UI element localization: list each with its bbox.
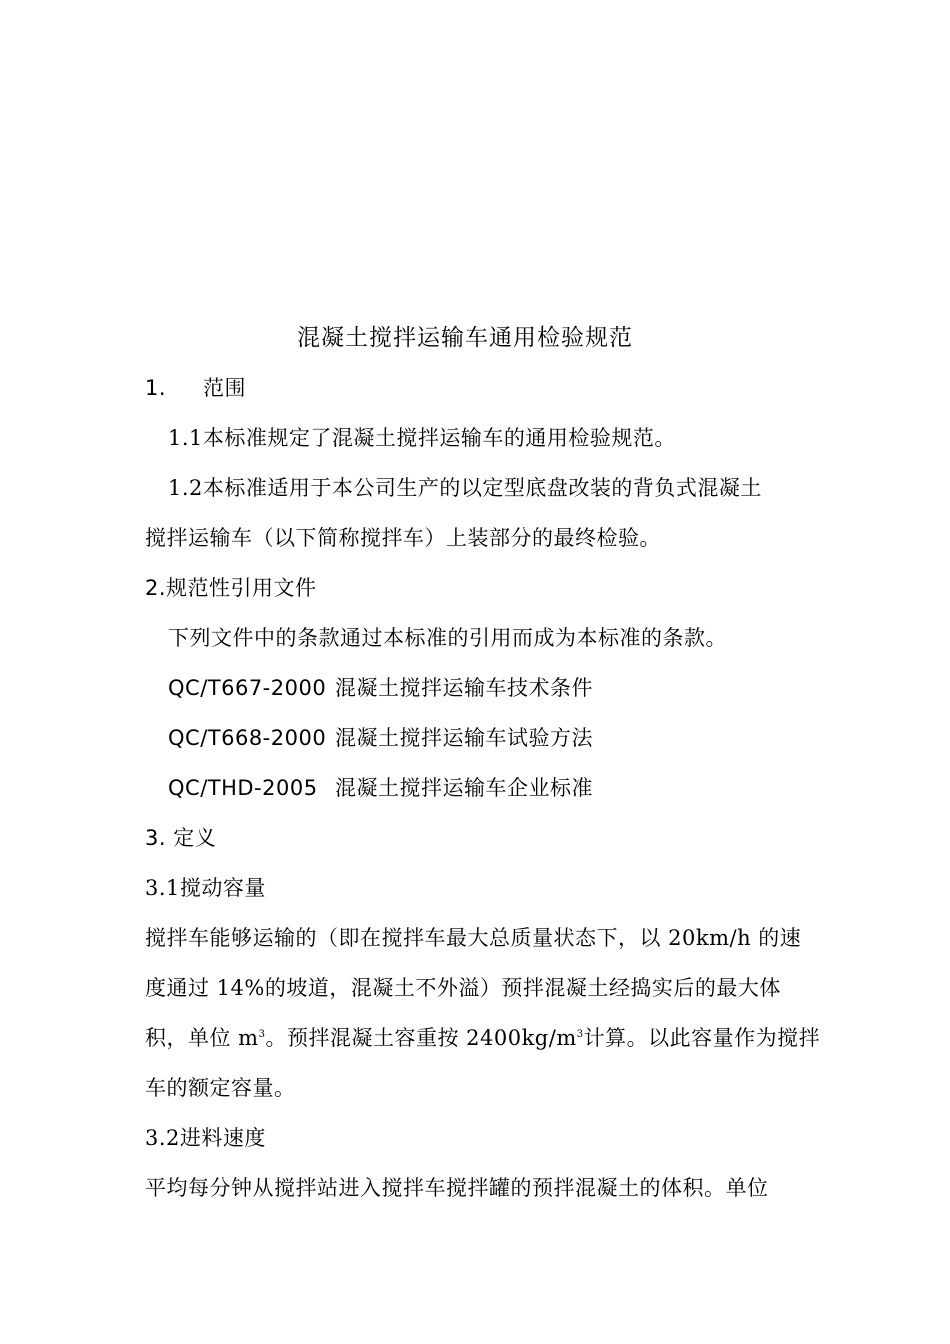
cubic-superscript: 3	[258, 1029, 266, 1040]
definition-3-1-line-3	[145, 1023, 820, 1053]
definition-3-1-line-4: 车的额定容量。	[145, 1076, 296, 1100]
subsection-3-2-heading: 3.2进料速度	[145, 1126, 266, 1150]
definition-3-2-line-1: 平均每分钟从搅拌站进入搅拌车搅拌罐的预拌混凝土的体积。单位	[145, 1176, 769, 1200]
paragraph-1-2-line-1: 1.2本标准适用于本公司生产的以定型底盘改装的背负式混凝土	[168, 476, 762, 500]
document-title: 混凝土搅拌运输车通用检验规范	[297, 325, 633, 351]
definition-3-1-text-a: 积，单位 m	[145, 1026, 259, 1050]
cubic-superscript: 3	[576, 1029, 584, 1040]
paragraph-1-1: 1.1本标准规定了混凝土搅拌运输车的通用检验规范。	[168, 426, 676, 450]
section-1-number: 1.	[145, 376, 167, 400]
paragraph-1-2-line-2: 搅拌运输车（以下简称搅拌车）上装部分的最终检验。	[145, 526, 661, 550]
reference-title: 混凝土搅拌运输车企业标准	[335, 776, 593, 800]
section-3-heading: 3. 定义	[145, 826, 217, 850]
reference-code: QC/T668-2000	[168, 726, 327, 750]
definition-3-1-text-b: 。预拌混凝土容重按 2400kg/m	[265, 1026, 577, 1050]
reference-code: QC/THD-2005	[168, 776, 318, 800]
definition-3-1-line-1: 搅拌车能够运输的（即在搅拌车最大总质量状态下，以 20km/h 的速	[145, 926, 802, 950]
reference-title: 混凝土搅拌运输车技术条件	[335, 676, 593, 700]
subsection-3-1-heading: 3.1搅动容量	[145, 876, 266, 900]
definition-3-1-line-2: 度通过 14%的坡道，混凝土不外溢）预拌混凝土经捣实后的最大体	[145, 976, 781, 1000]
section-2-heading: 2.规范性引用文件	[145, 576, 317, 600]
definition-3-1-text-c: 计算。以此容量作为搅拌	[583, 1026, 821, 1050]
section-2-intro: 下列文件中的条款通过本标准的引用而成为本标准的条款。	[168, 626, 727, 650]
reference-code: QC/T667-2000	[168, 676, 327, 700]
reference-title: 混凝土搅拌运输车试验方法	[335, 726, 593, 750]
section-1-heading: 范围	[203, 376, 246, 400]
